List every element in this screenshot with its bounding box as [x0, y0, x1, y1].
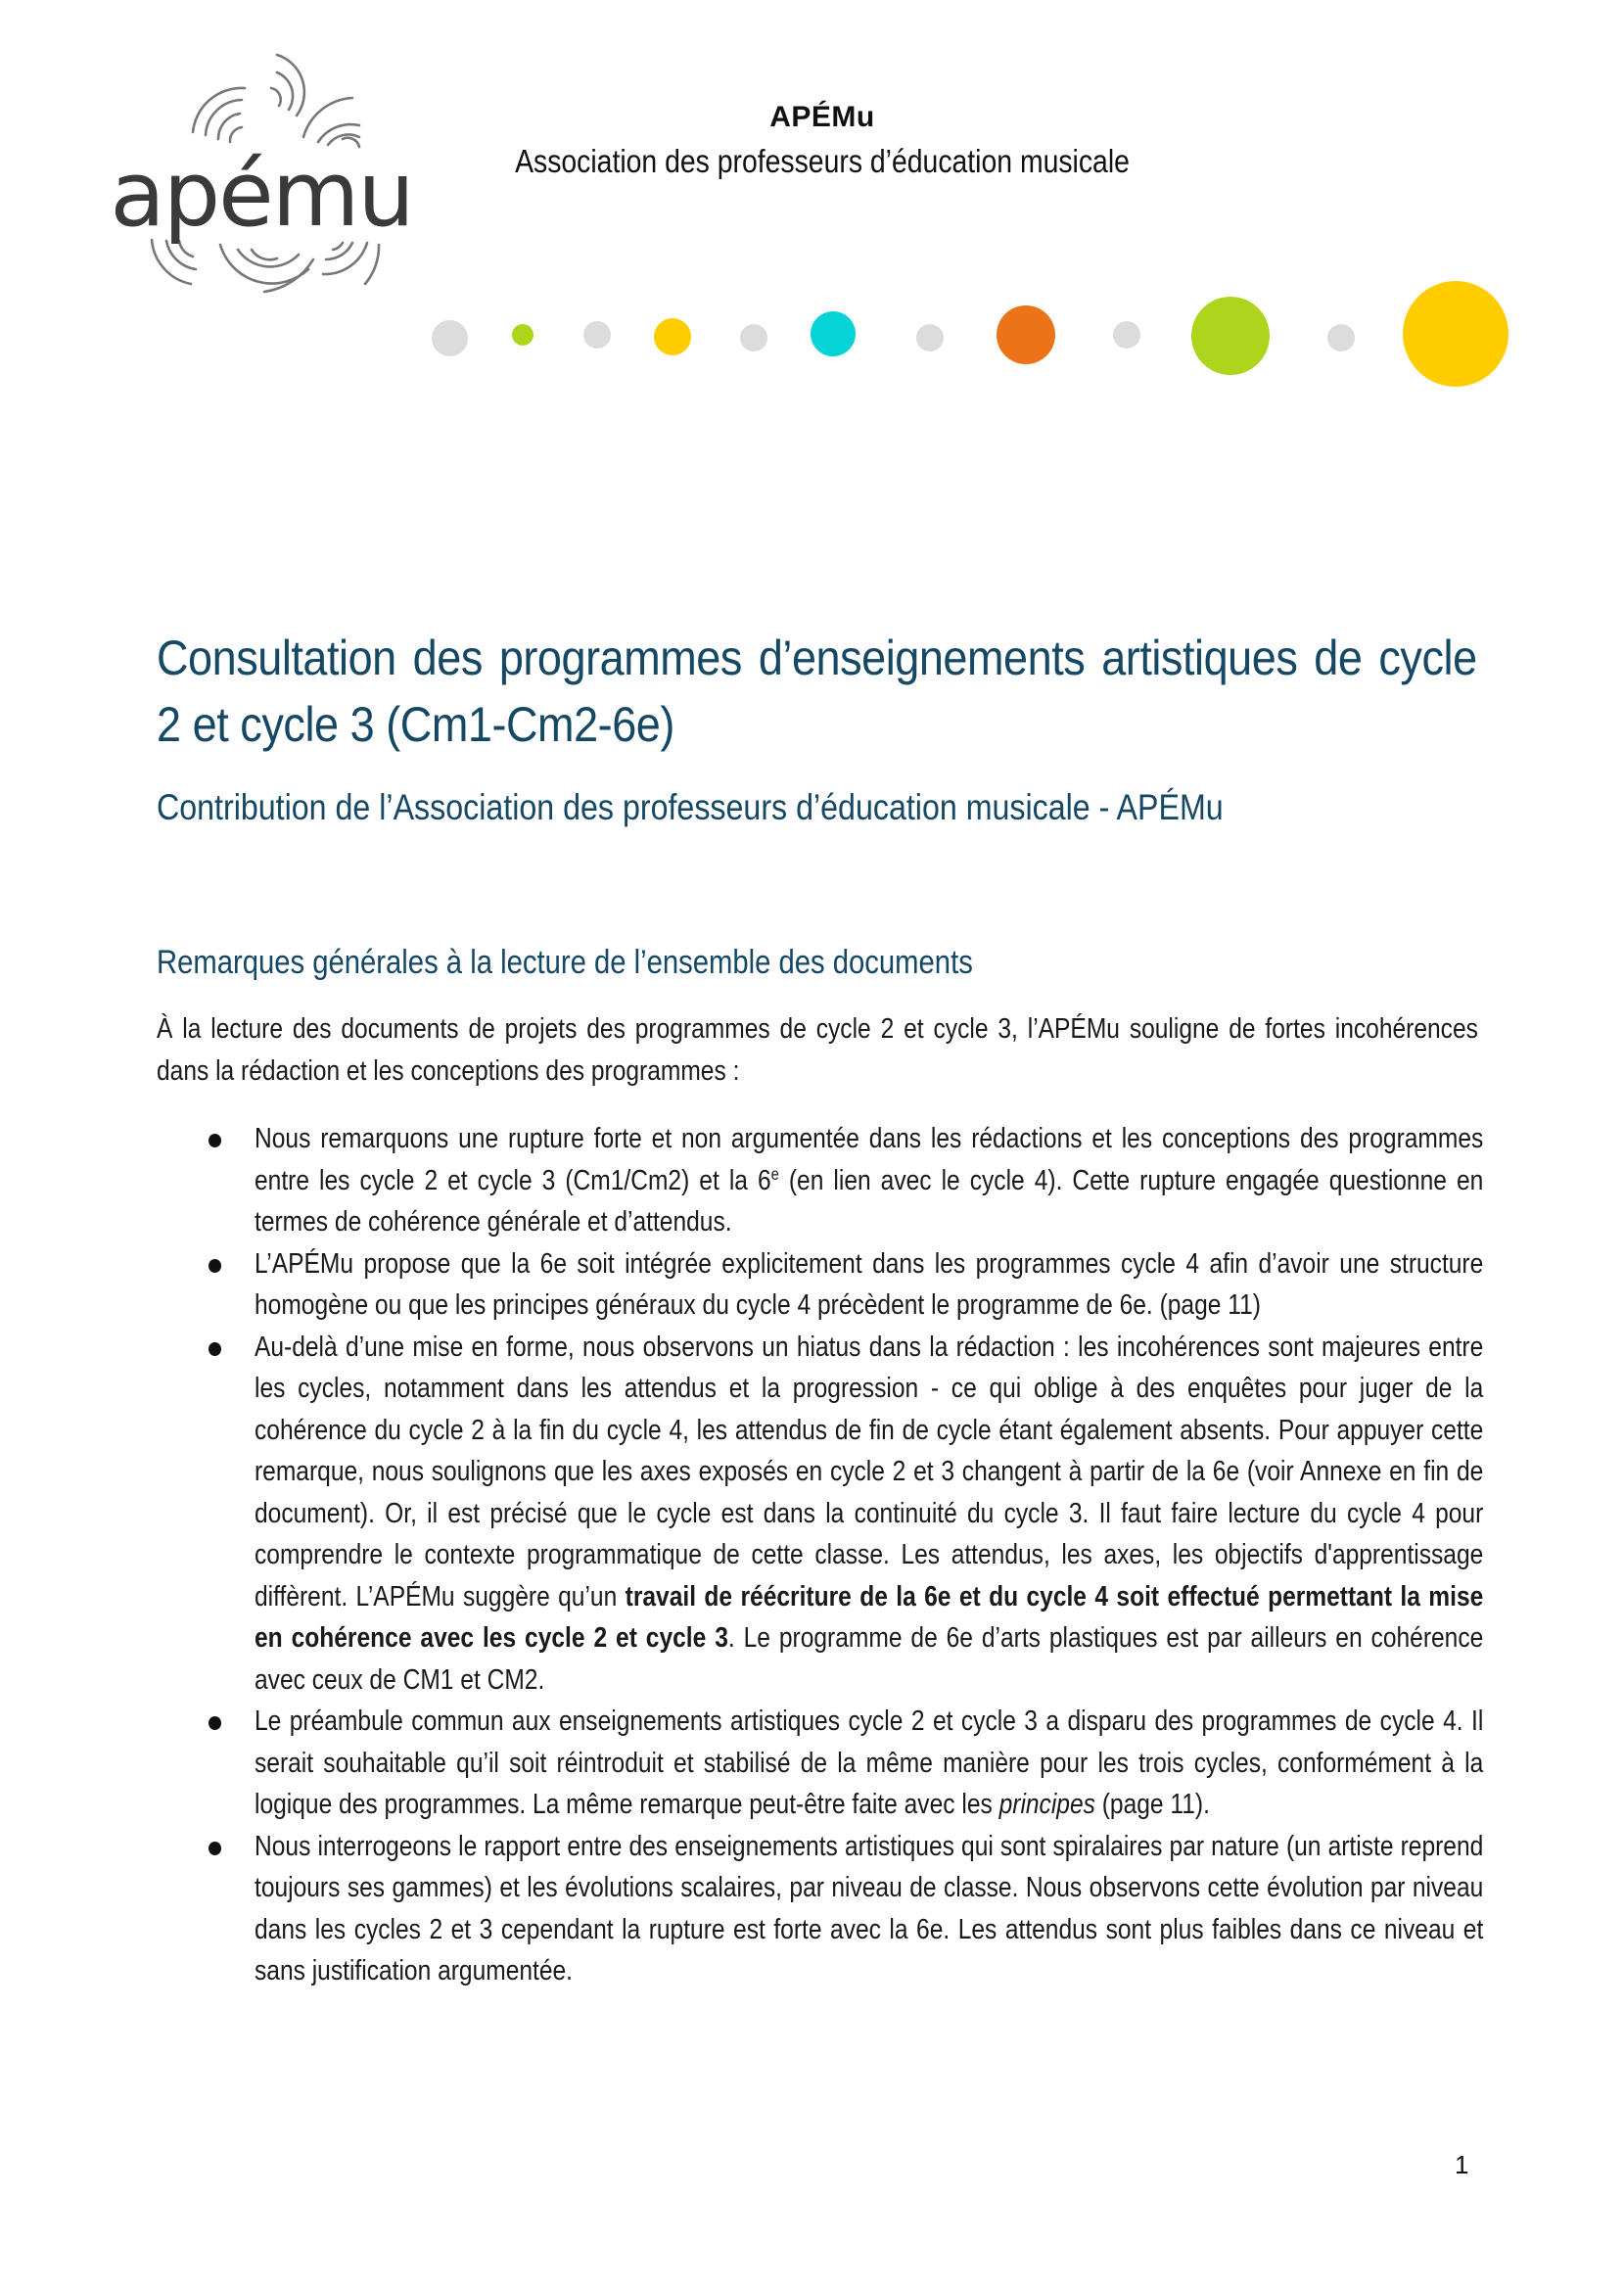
superscript: e [770, 1164, 779, 1184]
organization-full-name: Association des professeurs d’éducation musicale [515, 143, 1130, 179]
text-run: (page 11). [1094, 1789, 1210, 1820]
list-item [157, 1701, 1484, 1826]
logo-wordmark: apému [110, 142, 413, 247]
decorative-dot [583, 321, 611, 349]
decorative-dot [997, 305, 1055, 364]
decorative-dot [1403, 281, 1508, 387]
bullet-icon [209, 1134, 221, 1147]
emphasis-text: travail de réécriture de la 6e et du cycle 4 soit effectué permettant la mise en cohérence avec les cycle 2 et cycle 3 [255, 1580, 1484, 1654]
decorative-dot [1327, 324, 1355, 351]
list-item [157, 1243, 1484, 1327]
bullet-icon [209, 1716, 221, 1730]
decorative-dot [916, 324, 944, 351]
decorative-dot [811, 311, 856, 356]
apemu-logo [110, 49, 413, 299]
text-run: L’APÉMu propose que la 6e soit intégrée explicitement dans les programmes cycle 4 afin d’avoir une structure homogène ou que les principes généraux du cycle 4 précèdent le programme de 6e. (page 11) [255, 1247, 1484, 1321]
decorative-dot [1113, 321, 1140, 349]
list-item [157, 1826, 1484, 1992]
list-item-text [255, 1701, 1484, 1826]
intro-paragraph [157, 1008, 1478, 1092]
intro-paragraph-text: À la lecture des documents de projets des programmes de cycle 2 et cycle 3, l’APÉMu souligne de fortes incohérences dans la rédaction et les conceptions des programmes : [157, 1013, 1478, 1087]
document-subtitle: Contribution de l’Association des professeurs d’éducation musicale - APÉMu [157, 787, 1224, 827]
list-item-text [255, 1118, 1484, 1243]
list-item-text [255, 1826, 1484, 1992]
organization-acronym: APÉMu [769, 101, 875, 133]
italic-text: principes [998, 1789, 1095, 1820]
text-run: Nous interrogeons le rapport entre des enseignements artistiques qui sont spiralaires par nature (un artiste reprend toujours ses gammes) et les évolutions scalaires, par niveau de classe. Nous observons cette évolution par niveau dans les cycles 2 et 3 cependant la rupture est forte avec la 6e. Les attendus sont plus faibles dans ce niveau et sans justification argumentée. [255, 1830, 1484, 1986]
decorative-dot [654, 318, 691, 355]
document-title-text: Consultation des programmes d’enseignements artistiques de cycle 2 et cycle 3 (Cm1-Cm2-6e) [157, 631, 1477, 752]
text-run: Le préambule commun aux enseignements artistiques cycle 2 et cycle 3 a disparu des programmes de cycle 4. Il serait souhaitable qu’il soit réintroduit et stabilisé de la même manière pour les trois cycles, conformément à la logique des programmes. La même remarque peut-être faite avec les [255, 1706, 1484, 1820]
bullet-icon [209, 1842, 221, 1855]
decorative-dot [1191, 297, 1270, 375]
decorative-dot [740, 324, 767, 351]
document-title [157, 625, 1478, 758]
bullet-icon [209, 1259, 221, 1273]
remarks-list [157, 1118, 1484, 1992]
list-item-text [255, 1243, 1484, 1327]
text-run: (en lien avec le cycle 4). Cette rupture engagée questionne en termes de cohérence générale et d’attendus. [255, 1164, 1484, 1238]
text-run: Au-delà d’une mise en forme, nous observons un hiatus dans la rédaction : les incohérences sont majeures entre les cycles, notamment dans les attendus et la progression - ce qui oblige à des enquêtes pour juger de la cohérence du cycle 2 à la fin du cycle 4, les attendus de fin de cycle étant également absents. Pour appuyer cette remarque, nous soulignons que les axes exposés en cycle 2 et 3 changent à partir de la 6e (voir Annexe en fin de document). Or, il est précisé que le cycle est dans la continuité du cycle 3. Il faut faire lecture du cycle 4 pour comprendre le contexte programmatique de cette classe. Les attendus, les axes, les objectifs d'apprentissage diffèrent. L’APÉMu suggère qu’un [255, 1331, 1484, 1612]
bullet-icon [209, 1342, 221, 1356]
section-heading: Remarques générales à la lecture de l’ensemble des documents [157, 944, 973, 981]
list-item [157, 1118, 1484, 1243]
organization-header [421, 98, 1224, 186]
logo-graphic [110, 49, 413, 299]
page-number: 1 [1455, 2150, 1469, 2179]
text-run: Nous remarquons une rupture forte et non argumentée dans les rédactions et les conceptions des programmes entre les cycle 2 et cycle 3 (Cm1/Cm2) et la 6 [255, 1123, 1484, 1196]
decorative-dot [512, 324, 534, 346]
list-item [157, 1327, 1484, 1702]
decorative-dot [432, 320, 468, 356]
list-item-text [255, 1327, 1484, 1702]
text-run: . Le programme de 6e d’arts plastiques est par ailleurs en cohérence avec ceux de CM1 et CM2. [255, 1622, 1484, 1696]
